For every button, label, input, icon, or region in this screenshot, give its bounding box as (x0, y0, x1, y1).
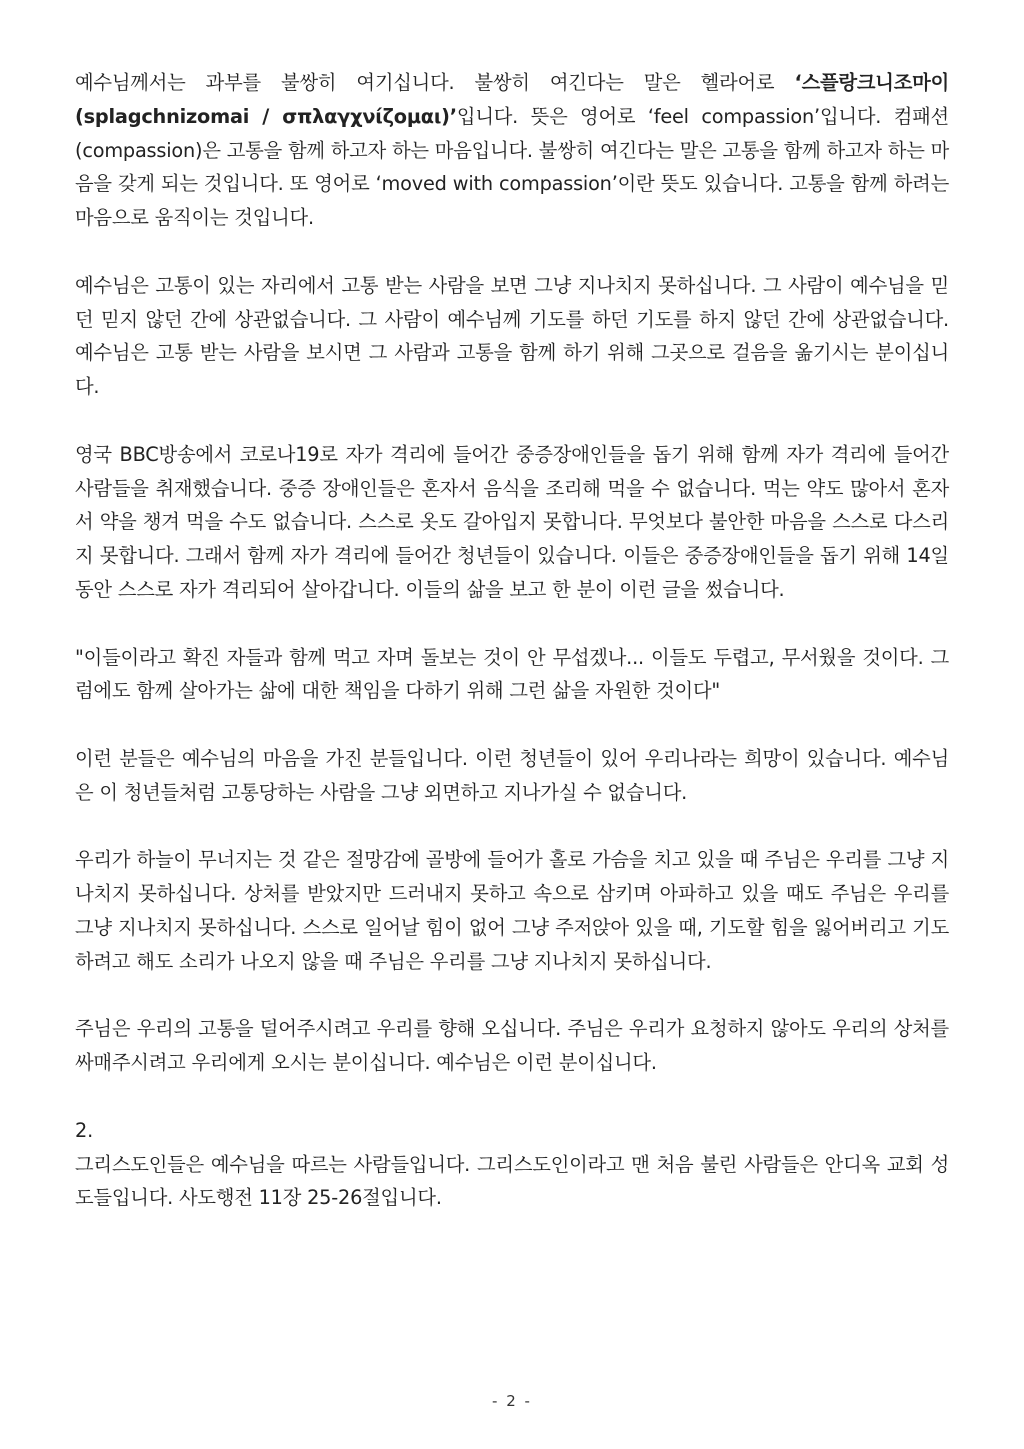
paragraph-lord-comes: 주님은 우리의 고통을 덜어주시려고 우리를 향해 오십니다. 주님은 우리가 요청하지 않아도 우리의 상처를 싸매주시려고 우리에게 오시는 분이십니다. 예수님은 이런 분이십니다. (75, 1017, 949, 1075)
paragraph-compassion (75, 66, 949, 235)
paragraph-quote: "이들이라고 확진 자들과 함께 먹고 자며 돌보는 것이 안 무섭겠나... 이들도 두렵고, 무서웠을 것이다. 그럼에도 함께 살아가는 삶에 대한 책임을 다하기 위해 그런 삶을 자원한 것이다" (75, 645, 949, 703)
document-body (75, 66, 949, 1215)
paragraph-despair: 우리가 하늘이 무너지는 것 같은 절망감에 골방에 들어가 홀로 가슴을 치고 있을 때 주님은 우리를 그냥 지나치지 못하십니다. 상처를 받았지만 드러내지 못하고 속으로 삼키며 아파하고 있을 때도 주님은 우리를 그냥 지나치지 못하십니다. 스스로 일어날 힘이 없어 그냥 주저앉아 있을 때, 기도할 힘을 잃어버리고 기도하려고 해도 소리가 나오지 않을 때 주님은 우리를 그냥 지나치지 못하십니다. (75, 848, 949, 973)
paragraph-text: 입니다. 뜻은 영어로 ‘feel compassion’입니다. 컴패션(compassion)은 고통을 함께 하고자 하는 마음입니다. 불쌍히 여긴다는 말은 고통을 함께 하고자 하는 마음을 갖게 되는 것입니다. 또 영어로 ‘moved with compassion’이란 뜻도 있습니다. 고통을 함께 하려는 마음으로 움직이는 것입니다. (75, 104, 949, 230)
paragraph-jesus-passing: 예수님은 고통이 있는 자리에서 고통 받는 사람을 보면 그냥 지나치지 못하십니다. 그 사람이 예수님을 믿던 믿지 않던 간에 상관없습니다. 그 사람이 예수님께 기도를 하던 기도를 하지 않던 간에 상관없습니다. 예수님은 고통 받는 사람을 보시면 그 사람과 고통을 함께 하기 위해 그곳으로 걸음을 옮기시는 분이십니다. (75, 273, 949, 399)
paragraph-youth: 이런 분들은 예수님의 마음을 가진 분들입니다. 이런 청년들이 있어 우리나라는 희망이 있습니다. 예수님은 이 청년들처럼 고통당하는 사람을 그냥 외면하고 지나가실 수 없습니다. (75, 746, 949, 804)
section-number: 2. (75, 1118, 93, 1142)
paragraph-text: 예수님께서는 과부를 불쌍히 여기십니다. 불쌍히 여긴다는 말은 헬라어로 (75, 71, 795, 94)
greek-term: ‘스플랑크니조마이(splagchnizomai / σπλαγχνίζομαι)’ (75, 71, 949, 128)
paragraph-christians: 그리스도인들은 예수님을 따르는 사람들입니다. 그리스도인이라고 맨 처음 불린 사람들은 안디옥 교회 성도들입니다. 사도행전 11장 25-26절입니다. (75, 1152, 949, 1210)
page-number: - 2 - (492, 1392, 532, 1410)
paragraph-bbc-story: 영국 BBC방송에서 코로나19로 자가 격리에 들어간 중증장애인들을 돕기 위해 함께 자가 격리에 들어간 사람들을 취재했습니다. 중증 장애인들은 혼자서 음식을 조리해 먹을 수 없습니다. 먹는 약도 많아서 혼자서 약을 챙겨 먹을 수도 없습니다. 스스로 옷도 갈아입지 못합니다. 무엇보다 불안한 마음을 스스로 다스리지 못합니다. 그래서 함께 자가 격리에 들어간 청년들이 있습니다. 이들은 중증장애인들을 돕기 위해 14일 동안 스스로 자가 격리되어 살아갑니다. 이들의 삶을 보고 한 분이 이런 글을 썼습니다. (75, 442, 949, 601)
